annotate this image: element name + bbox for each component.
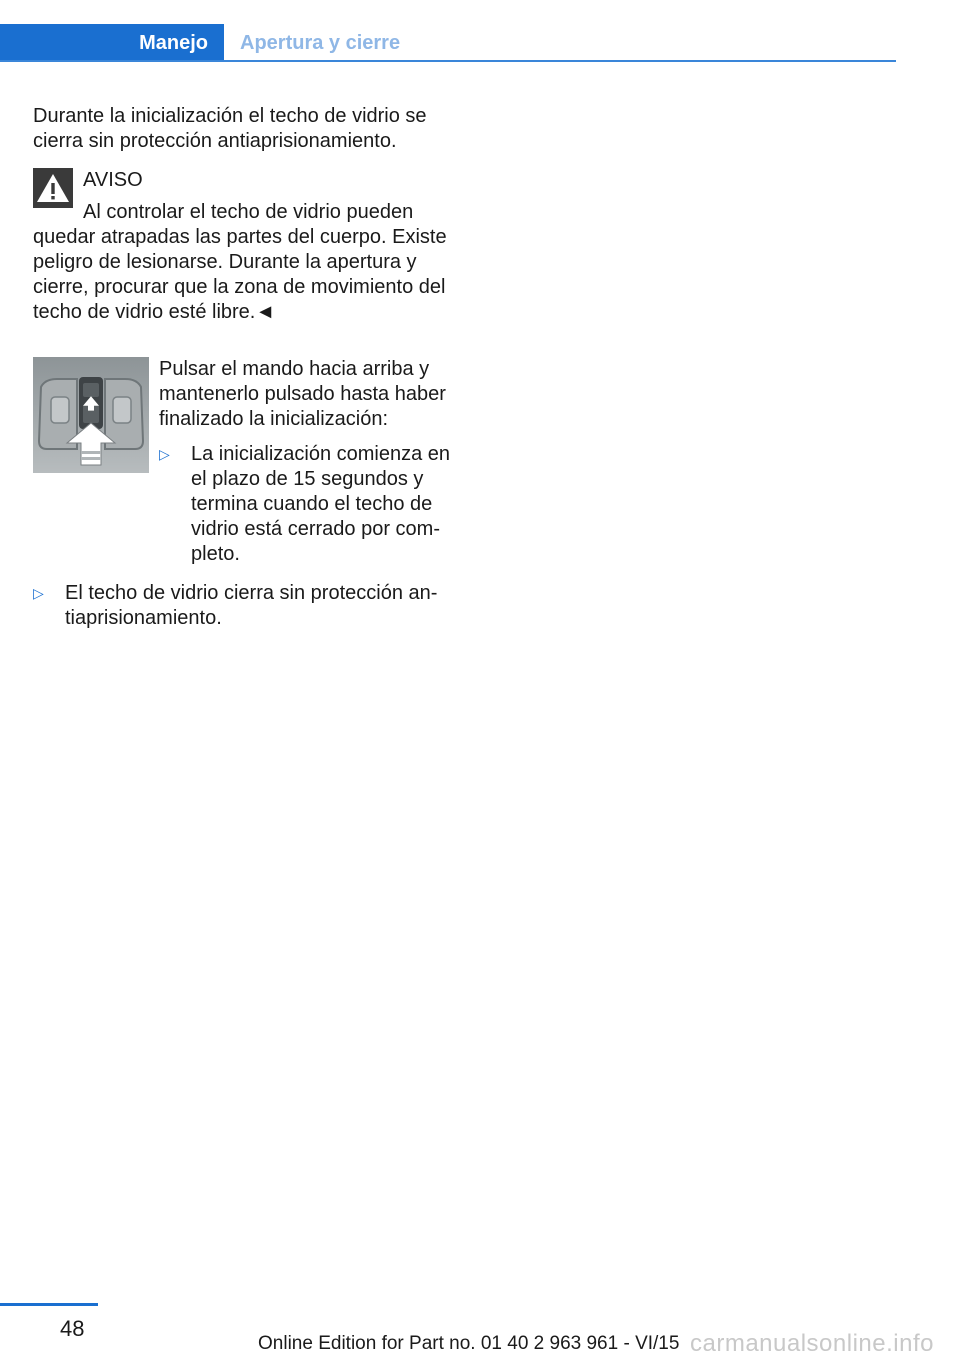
instruction-row — [33, 357, 453, 567]
watermark: carmanualsonline.info — [690, 1330, 934, 1357]
list-item — [159, 442, 453, 567]
page-number: 48 — [60, 1316, 85, 1341]
warning-text: quedar atrapadas las partes del cuerpo. Existe peligro de lesionarse. Durante la apertura y cierre, procurar que la zona de movimiento del techo de vidrio esté libre.◄ — [33, 226, 447, 323]
warning-block — [33, 168, 453, 325]
section-label: Manejo — [139, 31, 208, 54]
bullet-triangle-icon: ▷ — [33, 585, 44, 601]
chapter-label: Apertura y cierre — [240, 31, 401, 54]
roof-switch-illustration — [33, 357, 149, 473]
warning-title: AVISO — [83, 169, 143, 191]
warning-triangle-icon — [33, 168, 73, 208]
bullet-triangle-icon: ▷ — [159, 446, 170, 462]
list-item — [33, 581, 453, 631]
edition-note: Online Edition for Part no. 01 40 2 963 961 - VI/15 — [258, 1333, 680, 1354]
chapter-tab[interactable] — [240, 24, 400, 62]
list-item-text: La inicialización comienza en el plazo de 15 segundos y termina cuando el techo de vidrio está cerrado por com‐ pleto. — [191, 443, 451, 565]
footer-accent-line — [0, 1303, 98, 1306]
page-content — [33, 104, 453, 631]
list-item-text: El techo de vidrio cierra sin protección an‐ tiaprisionamiento. — [65, 582, 438, 629]
instruction-text: Pulsar el mando hacia arriba y mantenerlo pulsado hasta haber finalizado la inicialización: — [159, 358, 446, 430]
section-tab-manejo[interactable] — [0, 24, 224, 62]
header-divider — [0, 60, 896, 62]
intro-paragraph: Durante la inicialización el techo de vidrio se cierra sin protección antiaprisionamiento. — [33, 105, 427, 152]
warning-text-first-line: Al controlar el techo de vidrio pueden — [83, 201, 414, 223]
roof-switch-photo — [33, 357, 149, 473]
